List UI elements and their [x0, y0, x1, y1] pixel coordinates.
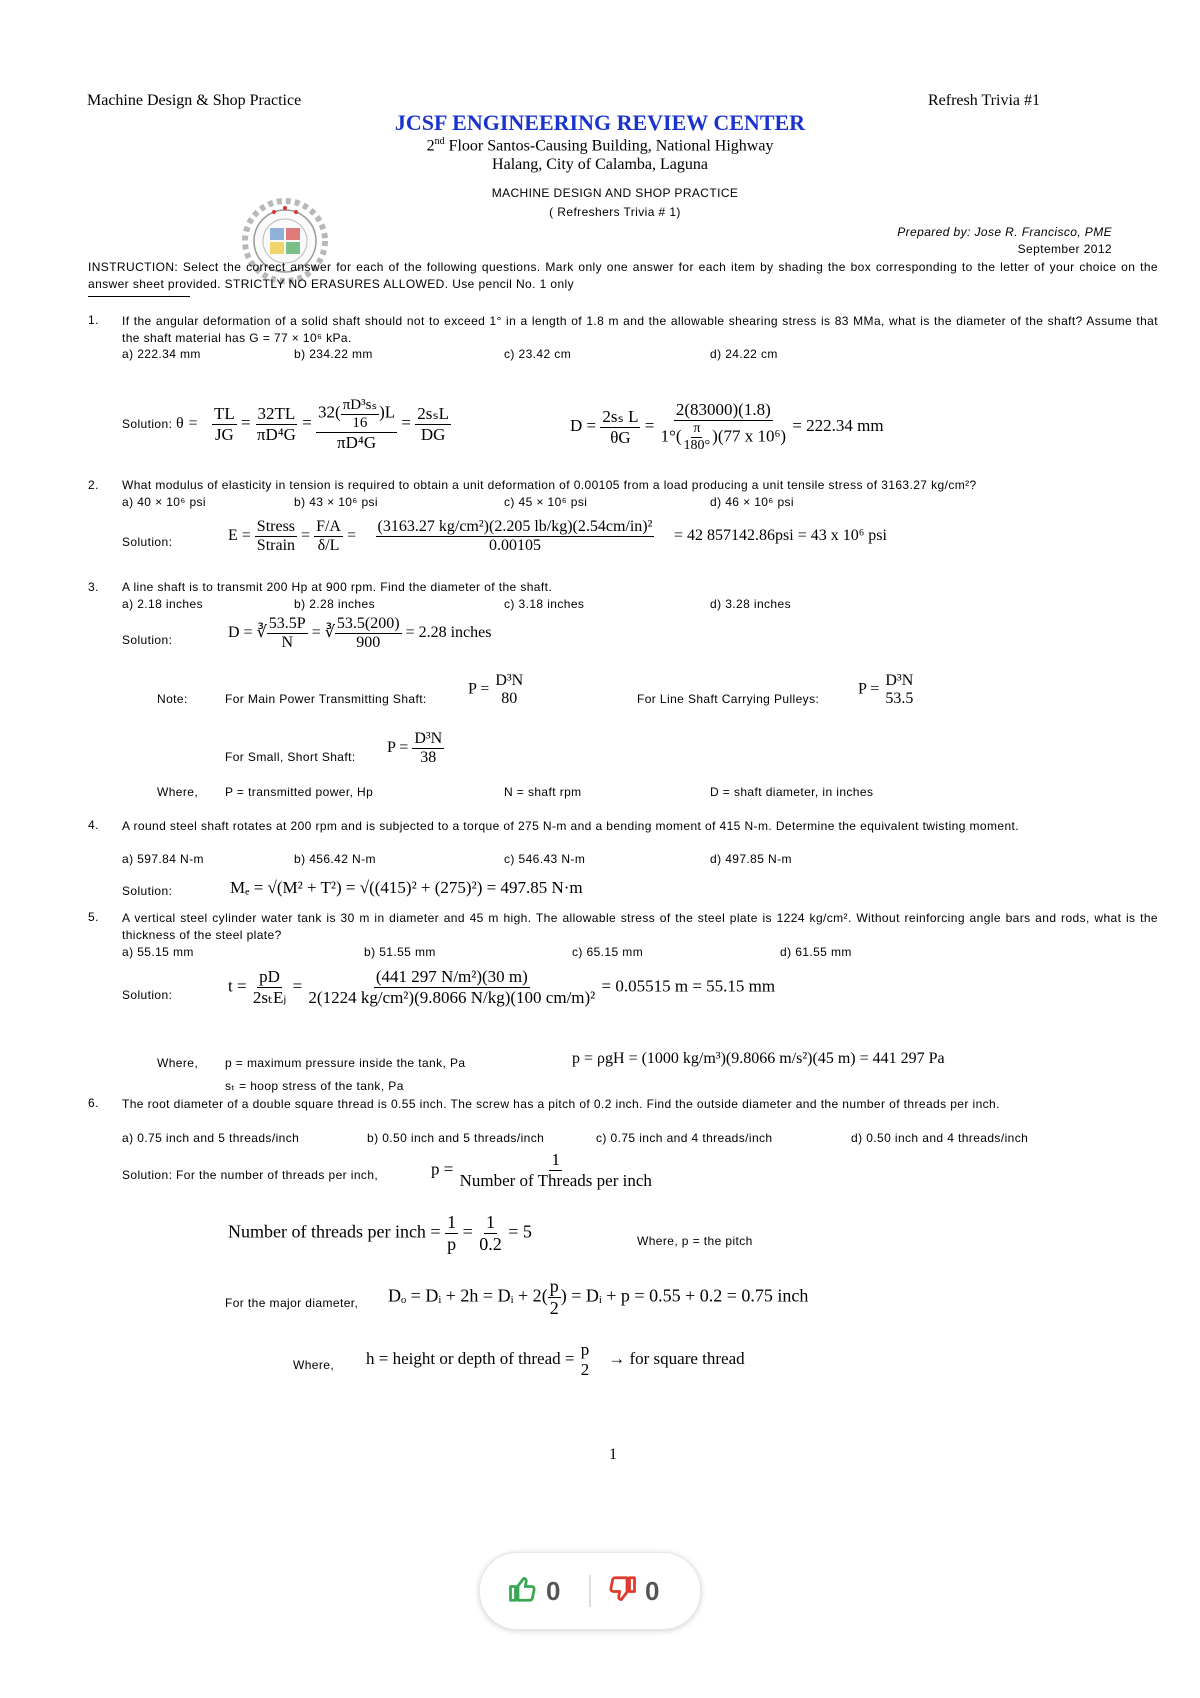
- solution-1-equation: $\frac{TL}{JG}$ = $\frac{32TL}{\text{πD⁴G}}$ = 32( $\frac{\text{πD³sₛ}}{16}$ )L πD⁴G = $\frac{\text{2sₛL}}{DG}$: [214, 397, 450, 452]
- question-3-choice-c: c) 3.18 inches: [504, 597, 585, 611]
- question-5-choice-d: d) 61.55 mm: [780, 945, 852, 959]
- vote-separator: [589, 1575, 591, 1607]
- downvote-button[interactable]: [607, 1553, 659, 1629]
- question-4-choice-d: d) 497.85 N-m: [710, 852, 792, 866]
- vote-widget: [479, 1552, 701, 1630]
- question-5-choice-b: b) 51.55 mm: [364, 945, 436, 959]
- question-6-choice-a: a) 0.75 inch and 5 threads/inch: [122, 1131, 300, 1145]
- solution-2-equation: E = $\frac{\text{Stress}}{\text{Strain}}$ = $\frac{F/A}{\delta/L}$ = $\frac{\text{(3163.27 kg/cm²)(2.205 lb/kg)(2.54cm/in)²}}{0.00105}$ = 42 857142.86psi = 43 x 10⁶ psi: [228, 518, 887, 554]
- pitch-equation: p = $\frac{1}{\text{Number of Threads per inch}}$: [431, 1150, 652, 1190]
- question-1-number: 1.: [88, 313, 99, 327]
- header-left: Machine Design & Shop Practice: [87, 92, 302, 109]
- solution-2-label: Solution:: [122, 535, 173, 549]
- question-5-number: 5.: [88, 910, 99, 924]
- question-3-text: A line shaft is to transmit 200 Hp at 900 rpm. Find the diameter of the shaft.: [122, 580, 553, 594]
- note-main-power: For Main Power Transmitting Shaft:: [225, 692, 427, 706]
- where-hoop-stress: sₜ = hoop stress of the tank, Pa: [225, 1079, 404, 1093]
- question-1-text: If the angular deformation of a solid shaft should not to exceed 1° in a length of 1.8 m and the allowable shearing stress is 83 MMa, what is the diameter of the shaft? Assume that the shaft material has G = 77 × 10⁶ kPa.: [122, 314, 1158, 345]
- question-6-choice-b: b) 0.50 inch and 5 threads/inch: [367, 1131, 545, 1145]
- where-pitch: Where, p = the pitch: [637, 1234, 753, 1248]
- where-power: P = transmitted power, Hp: [225, 785, 374, 799]
- question-5-text: A vertical steel cylinder water tank is 30 m in diameter and 45 m high. The allowable stress of the steel plate is 1224 kg/cm². Without reinforcing angle bars and rods, what is the thickness of the steel plate?: [122, 911, 1158, 942]
- question-6-text: The root diameter of a double square thread is 0.55 inch. The screw has a pitch of 0.2 inch. Find the outside diameter and the number of threads per inch.: [122, 1097, 1000, 1111]
- question-3-choice-a: a) 2.18 inches: [122, 597, 203, 611]
- page-title: JCSF ENGINEERING REVIEW CENTER: [394, 110, 806, 135]
- note-main-equation: P = D³N 80: [468, 672, 524, 707]
- prepared-by: Prepared by: Jose R. Francisco, PME: [897, 225, 1112, 239]
- question-1-choice-d: d) 24.22 cm: [710, 347, 778, 361]
- note-small-equation: P = $\frac{\text{D³N}}{38}$: [387, 730, 443, 766]
- where-label-5: Where,: [157, 1056, 199, 1070]
- question-6-choice-c: c) 0.75 inch and 4 threads/inch: [596, 1131, 773, 1145]
- header-right: Refresh Trivia #1: [928, 92, 1040, 109]
- solution-4-equation: Mₑ = √(M² + T²) = √((415)² + (275)²) = 497.85 N·m: [230, 878, 583, 897]
- question-2-text: What modulus of elasticity in tension is required to obtain a unit deformation of 0.00105 from a load producing a unit tensile stress of 3163.27 kg/cm²?: [122, 478, 977, 492]
- thumbs-down-icon: [607, 1574, 637, 1609]
- question-2-choice-a: a) 40 × 10⁶ psi: [122, 495, 206, 509]
- address-line-2: Halang, City of Calamba, Laguna: [492, 156, 708, 173]
- where-label-3: Where,: [157, 785, 199, 799]
- solution-5-equation: t = $\frac{pD}{\text{2sₜEⱼ}}$ = $\frac{\text{(441 297 N/m²)(30 m)}}{\text{2(1224 kg/cm²)(9.8066 N/kg)(100 cm/m)²}}$ = 0.05515 m = 55.15 mm: [228, 967, 776, 1007]
- question-3-number: 3.: [88, 580, 99, 594]
- solution-3-label: Solution:: [122, 633, 173, 647]
- question-2-choice-c: c) 45 × 10⁶ psi: [504, 495, 588, 509]
- thumbs-up-icon: [508, 1574, 538, 1609]
- subject-title: MACHINE DESIGN AND SHOP PRACTICE: [491, 186, 739, 200]
- question-1-choice-a: a) 222.34 mm: [122, 347, 201, 361]
- where-diameter: D = shaft diameter, in inches: [710, 785, 874, 799]
- solution-3-equation: D = ∛ $\frac{53.5P}{N}$ = ∛ $\frac{53.5(200)}{900}$ = 2.28 inches: [228, 615, 492, 651]
- divider: [88, 296, 190, 297]
- where-pressure: p = maximum pressure inside the tank, Pa: [225, 1056, 466, 1070]
- question-3-choice-d: d) 3.28 inches: [710, 597, 791, 611]
- question-4-choice-c: c) 546.43 N-m: [504, 852, 586, 866]
- question-5-choice-a: a) 55.15 mm: [122, 945, 194, 959]
- note-line-shaft: For Line Shaft Carrying Pulleys:: [637, 692, 820, 706]
- question-4-choice-a: a) 597.84 N-m: [122, 852, 204, 866]
- address-line-1: 2nd Floor Santos-Causing Building, National Highway: [426, 136, 774, 155]
- where-speed: N = shaft rpm: [504, 785, 582, 799]
- question-1-choice-b: b) 234.22 mm: [294, 347, 373, 361]
- note-line-equation: P = D³N 53.5: [858, 672, 914, 707]
- major-diameter-equation: Dₒ = Dᵢ + 2h = Dᵢ + 2( $\frac{p}{2}$ ) = Dᵢ + p = 0.55 + 0.2 = 0.75 inch: [388, 1276, 809, 1318]
- major-diameter-label: For the major diameter,: [225, 1296, 359, 1310]
- solution-6-intro: Solution: For the number of threads per inch,: [122, 1168, 379, 1182]
- downvote-count: 0: [645, 1575, 660, 1606]
- upvote-button[interactable]: [508, 1553, 560, 1629]
- question-3-choice-b: b) 2.28 inches: [294, 597, 375, 611]
- pressure-equation: p = ρgH = (1000 kg/m³)(9.8066 m/s²)(45 m) = 441 297 Pa: [572, 1050, 945, 1067]
- question-6-number: 6.: [88, 1096, 99, 1110]
- solution-5-label: Solution:: [122, 988, 173, 1002]
- where-label-6: Where,: [293, 1358, 335, 1372]
- solution-1-diameter: D = $\frac{\text{2sₛ L}}{\theta G}$ = 2(83000)(1.8) 1°( $\frac{\pi}{180^\circ}$ )(77 x 10⁶) = 222.34 mm: [570, 400, 884, 453]
- solution-4-label: Solution:: [122, 884, 173, 898]
- question-2-choice-b: b) 43 × 10⁶ psi: [294, 495, 378, 509]
- solution-1-label: Solution: θ =: [122, 415, 198, 432]
- question-6-choice-d: d) 0.50 inch and 4 threads/inch: [851, 1131, 1029, 1145]
- threads-per-inch-equation: Number of threads per inch = $\frac{1}{p}$ = $\frac{1}{0.2}$ = 5: [228, 1212, 532, 1254]
- upvote-count: 0: [546, 1575, 561, 1606]
- date: September 2012: [1017, 242, 1112, 256]
- question-5-choice-c: c) 65.15 mm: [572, 945, 644, 959]
- question-2-number: 2.: [88, 478, 99, 492]
- instruction-text: INSTRUCTION: Select the correct answer for each of the following questions. Mark only one answer for each item by shading the box corresponding to the letter of your choice on the answer sheet provided. STRICTLY NO ERASURES ALLOWED. Use pencil No. 1 only: [88, 260, 1158, 291]
- page-number: 1: [609, 1446, 617, 1463]
- question-4-text: A round steel shaft rotates at 200 rpm and is subjected to a torque of 275 N-m and a bending moment of 415 N-m. Determine the equivalent twisting moment.: [122, 819, 1019, 833]
- subtitle: ( Refreshers Trivia # 1): [549, 205, 681, 219]
- question-1-choice-c: c) 23.42 cm: [504, 347, 572, 361]
- question-4-choice-b: b) 456.42 N-m: [294, 852, 376, 866]
- thread-depth-equation: h = height or depth of thread = p 2 → for square thread: [366, 1340, 745, 1379]
- question-4-number: 4.: [88, 818, 99, 832]
- note-label: Note:: [157, 692, 188, 706]
- question-2-choice-d: d) 46 × 10⁶ psi: [710, 495, 794, 509]
- note-small-shaft: For Small, Short Shaft:: [225, 750, 356, 764]
